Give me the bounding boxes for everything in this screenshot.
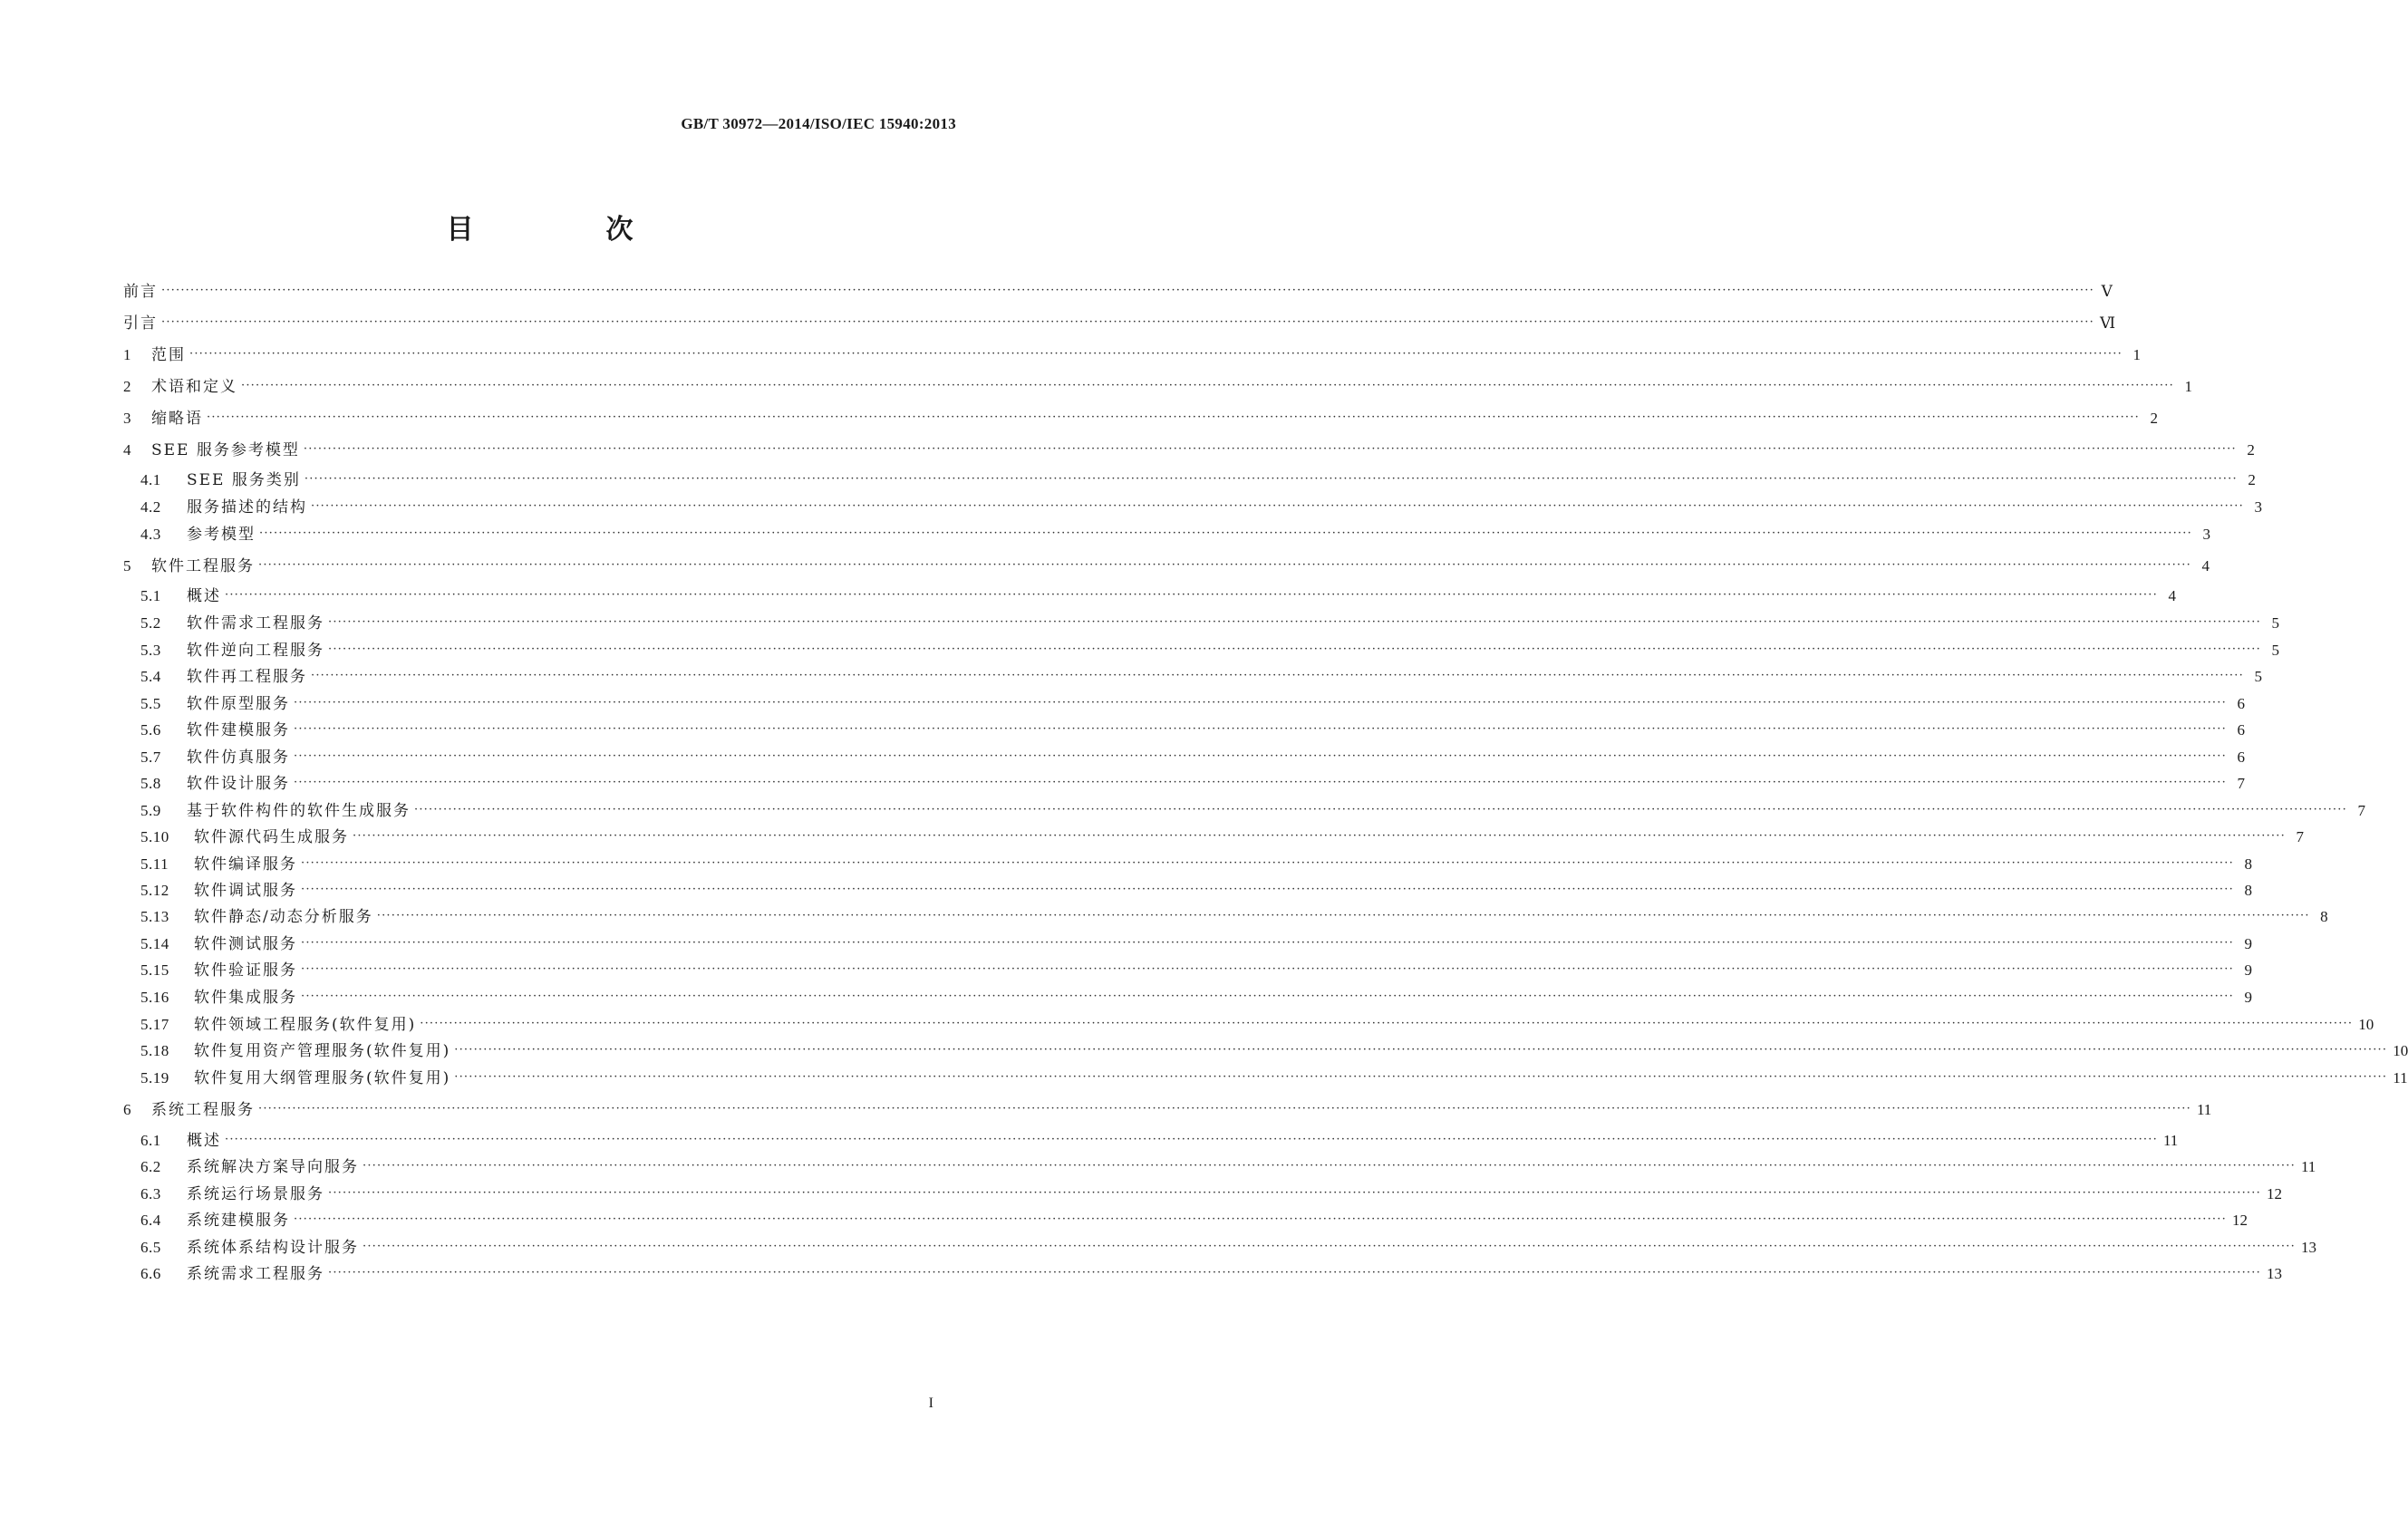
toc-entry-label: 术语和定义 bbox=[151, 378, 237, 396]
toc-entry[interactable] bbox=[140, 1015, 2374, 1035]
toc-entry-number: 5.4 bbox=[140, 668, 161, 685]
toc-leader-dots: ················································································································································································································································································································································································································ bbox=[328, 1186, 2261, 1200]
toc-entry-page: 12 bbox=[2231, 1212, 2248, 1229]
toc-entry-label: 软件测试服务 bbox=[194, 935, 297, 953]
toc-entry[interactable] bbox=[140, 774, 2245, 794]
toc-entry-label: 缩略语 bbox=[151, 410, 203, 428]
toc-entry-number: 5.5 bbox=[140, 695, 161, 712]
toc-entry-number: 5.2 bbox=[140, 614, 161, 632]
toc-entry-label: SEE 服务类别 bbox=[187, 471, 301, 489]
toc-entry-number: 3 bbox=[123, 410, 131, 427]
toc-entry[interactable] bbox=[140, 1041, 2408, 1061]
toc-entry[interactable] bbox=[140, 1264, 2282, 1284]
toc-entry-number: 5.9 bbox=[140, 802, 161, 819]
toc-entry-label: 系统工程服务 bbox=[151, 1101, 255, 1119]
toc-leader-dots: ················································································································································································································································································································································································································ bbox=[294, 696, 2227, 710]
toc-entry[interactable] bbox=[140, 827, 2304, 847]
toc-entry-number: 5.18 bbox=[140, 1042, 169, 1059]
toc-entry-label: 软件需求工程服务 bbox=[187, 614, 324, 633]
toc-entry-label: 软件建模服务 bbox=[187, 721, 290, 739]
toc-entry[interactable] bbox=[123, 345, 2141, 365]
toc-entry-label: 软件复用大纲管理服务(软件复用) bbox=[194, 1069, 451, 1087]
toc-entry[interactable] bbox=[140, 934, 2252, 954]
toc-entry[interactable] bbox=[140, 907, 2328, 927]
toc-entry-number: 4.2 bbox=[140, 498, 161, 516]
toc-leader-dots: ················································································································································································································································································································································································································ bbox=[301, 856, 2234, 870]
toc-entry-page: Ⅴ bbox=[2101, 283, 2113, 300]
toc-entry-label: 基于软件构件的软件生成服务 bbox=[187, 802, 411, 820]
toc-entry-page: 10 bbox=[2393, 1042, 2408, 1059]
toc-entry-number: 5.14 bbox=[140, 935, 169, 952]
toc-entry-number: 5.13 bbox=[140, 908, 169, 925]
toc-entry[interactable] bbox=[140, 801, 2365, 821]
toc-entry-page: 8 bbox=[2244, 882, 2252, 899]
toc-entry-number: 5.15 bbox=[140, 961, 169, 979]
toc-entry-label: 软件再工程服务 bbox=[187, 668, 307, 686]
toc-entry-page: 7 bbox=[2237, 775, 2245, 792]
toc-entry-label: SEE 服务参考模型 bbox=[151, 441, 300, 459]
toc-entry-page: 2 bbox=[2150, 410, 2158, 427]
toc-leader-dots: ················································································································································································································································································································································································································ bbox=[225, 1133, 2158, 1146]
toc-entry-number: 6.2 bbox=[140, 1158, 161, 1175]
toc-leader-dots: ················································································································································································································································································································································································································ bbox=[353, 829, 2286, 843]
toc-entry[interactable] bbox=[123, 1100, 2212, 1120]
toc-leader-dots: ················································································································································································································································································································································································································ bbox=[301, 990, 2234, 1003]
toc-entry-page: 6 bbox=[2237, 721, 2245, 739]
toc-entry-label: 引言 bbox=[123, 314, 158, 333]
toc-entry-number: 4.1 bbox=[140, 471, 161, 488]
toc-entry[interactable] bbox=[140, 720, 2245, 740]
toc-entry-page: Ⅵ bbox=[2099, 314, 2116, 332]
toc-entry-number: 6.4 bbox=[140, 1212, 161, 1229]
toc-entry-page: 1 bbox=[2184, 378, 2192, 395]
toc-entry-number: 5.6 bbox=[140, 721, 161, 739]
toc-entry-page: 1 bbox=[2132, 346, 2141, 363]
toc-entry-number: 5.8 bbox=[140, 775, 161, 792]
toc-entry-label: 软件调试服务 bbox=[194, 882, 297, 900]
toc-entry[interactable] bbox=[140, 1211, 2248, 1231]
toc-leader-dots: ················································································································································································································································································································································································································ bbox=[294, 722, 2227, 736]
toc-entry[interactable] bbox=[140, 470, 2256, 490]
toc-entry-number: 1 bbox=[123, 346, 131, 363]
toc-entry[interactable] bbox=[140, 855, 2252, 874]
toc-entry-page: 11 bbox=[2162, 1132, 2179, 1149]
toc-leader-dots: ················································································································································································································································································································································································································ bbox=[161, 284, 2094, 297]
page-title: 目 次 bbox=[446, 214, 686, 246]
toc-leader-dots: ················································································································································································································································································································································································································ bbox=[258, 558, 2191, 572]
toc-entry-number: 6 bbox=[123, 1101, 131, 1118]
toc-entry-page: 6 bbox=[2237, 695, 2245, 712]
toc-entry-page: 7 bbox=[2357, 802, 2365, 819]
toc-entry-label: 软件验证服务 bbox=[194, 961, 297, 980]
toc-entry-number: 5.19 bbox=[140, 1069, 169, 1087]
toc-entry[interactable] bbox=[123, 314, 2116, 333]
toc-entry-label: 服务描述的结构 bbox=[187, 498, 307, 517]
toc-leader-dots: ················································································································································································································································································································································································································ bbox=[328, 615, 2261, 629]
toc-entry-page: 7 bbox=[2296, 828, 2304, 845]
toc-leader-dots: ················································································································································································································································································································································································································ bbox=[259, 526, 2192, 540]
toc-entry-label: 范围 bbox=[151, 346, 186, 364]
toc-entry[interactable] bbox=[140, 881, 2252, 901]
toc-entry-page: 5 bbox=[2254, 668, 2262, 685]
toc-entry[interactable] bbox=[140, 667, 2262, 687]
toc-entry[interactable] bbox=[140, 525, 2210, 545]
toc-leader-dots: ················································································································································································································································································································································································································ bbox=[363, 1240, 2296, 1253]
toc-entry-label: 软件编译服务 bbox=[194, 855, 297, 874]
toc-entry-label: 软件仿真服务 bbox=[187, 749, 290, 767]
toc-entry-page: 2 bbox=[2247, 441, 2255, 459]
toc-entry[interactable] bbox=[140, 613, 2279, 633]
toc-entry-page: 4 bbox=[2168, 587, 2176, 604]
toc-leader-dots: ················································································································································································································································································································································································································ bbox=[241, 379, 2174, 392]
toc-entry[interactable] bbox=[140, 1068, 2408, 1088]
toc-entry-label: 参考模型 bbox=[187, 526, 256, 544]
toc-entry-number: 4.3 bbox=[140, 526, 161, 543]
toc-entry-page: 8 bbox=[2320, 908, 2328, 925]
toc-entry-label: 软件静态/动态分析服务 bbox=[194, 908, 373, 926]
toc-leader-dots: ················································································································································································································································································································································································································ bbox=[328, 642, 2261, 656]
toc-leader-dots: ················································································································································································································································································································································································································ bbox=[294, 776, 2227, 789]
toc-leader-dots: ················································································································································································································································································································································································································ bbox=[294, 749, 2227, 763]
toc-entry-number: 5.1 bbox=[140, 587, 161, 604]
toc-entry[interactable] bbox=[123, 377, 2192, 397]
toc-leader-dots: ················································································································································································································································································································································································································ bbox=[225, 588, 2158, 602]
toc-entry-number: 5.12 bbox=[140, 882, 169, 899]
toc-leader-dots: ················································································································································································································································································································································································································ bbox=[161, 315, 2094, 329]
toc-leader-dots: ················································································································································································································································································································································································································ bbox=[258, 1102, 2191, 1116]
toc-entry-label: 系统需求工程服务 bbox=[187, 1265, 324, 1283]
toc-entry[interactable] bbox=[123, 556, 2210, 576]
toc-entry-page: 12 bbox=[2266, 1185, 2282, 1202]
toc-entry-label: 软件集成服务 bbox=[194, 989, 297, 1007]
toc-leader-dots: ················································································································································································································································································································································································································ bbox=[328, 1266, 2261, 1280]
toc-entry[interactable] bbox=[123, 409, 2158, 429]
toc-entry-page: 5 bbox=[2271, 642, 2279, 659]
toc-entry-page: 9 bbox=[2244, 961, 2252, 979]
toc-entry-label: 软件领域工程服务(软件复用) bbox=[194, 1016, 417, 1034]
toc-entry-number: 5.17 bbox=[140, 1016, 169, 1033]
toc-entry-label: 概述 bbox=[187, 587, 221, 605]
toc-entry-page: 5 bbox=[2271, 614, 2279, 632]
toc-entry-number: 5 bbox=[123, 557, 131, 575]
toc-entry[interactable] bbox=[140, 497, 2262, 517]
toc-entry-label: 软件设计服务 bbox=[187, 775, 290, 793]
toc-leader-dots: ················································································································································································································································································································································································································ bbox=[454, 1043, 2388, 1057]
toc-entry-number: 6.3 bbox=[140, 1185, 161, 1202]
toc-entry[interactable] bbox=[140, 1184, 2282, 1204]
toc-leader-dots: ················································································································································································································································································································································································································ bbox=[301, 936, 2234, 950]
toc-entry[interactable] bbox=[140, 961, 2252, 980]
toc-entry-page: 8 bbox=[2244, 855, 2252, 873]
toc-entry[interactable] bbox=[123, 440, 2255, 460]
toc-entry-number: 5.11 bbox=[140, 855, 169, 873]
toc-leader-dots: ················································································································································································································································································································································································································ bbox=[420, 1017, 2354, 1030]
toc-entry-number: 4 bbox=[123, 441, 131, 459]
toc-leader-dots: ················································································································································································································································································································································································································ bbox=[363, 1159, 2296, 1173]
toc-entry-page: 11 bbox=[2196, 1101, 2212, 1118]
toc-entry[interactable] bbox=[140, 748, 2245, 768]
standard-code-header: GB/T 30972—2014/ISO/IEC 15940:2013 bbox=[681, 115, 956, 132]
toc-leader-dots: ················································································································································································································································································································································································································ bbox=[414, 803, 2347, 816]
toc-entry-page: 13 bbox=[2300, 1239, 2316, 1256]
toc-entry-label: 软件复用资产管理服务(软件复用) bbox=[194, 1042, 451, 1060]
toc-entry-page: 9 bbox=[2244, 935, 2252, 952]
toc-entry-page: 10 bbox=[2358, 1016, 2374, 1033]
toc-leader-dots: ················································································································································································································································································································································································································ bbox=[303, 442, 2237, 456]
toc-entry-page: 3 bbox=[2202, 526, 2210, 543]
toc-entry-number: 6.1 bbox=[140, 1132, 161, 1149]
toc-entry-number: 5.3 bbox=[140, 642, 161, 659]
toc-leader-dots: ················································································································································································································································································································································································································ bbox=[294, 1212, 2227, 1226]
toc-entry-page: 2 bbox=[2248, 471, 2256, 488]
toc-entry-page: 13 bbox=[2266, 1265, 2282, 1282]
toc-leader-dots: ················································································································································································································································································································································································································ bbox=[301, 962, 2234, 976]
toc-entry-page: 6 bbox=[2237, 749, 2245, 766]
toc-leader-dots: ················································································································································································································································································································································································································ bbox=[311, 499, 2244, 513]
toc-entry[interactable] bbox=[140, 1131, 2179, 1151]
toc-entry-label: 软件工程服务 bbox=[151, 557, 255, 575]
toc-leader-dots: ················································································································································································································································································································································································································ bbox=[311, 669, 2244, 682]
toc-entry[interactable] bbox=[123, 282, 2113, 302]
toc-entry-label: 软件逆向工程服务 bbox=[187, 642, 324, 660]
toc-entry-label: 软件源代码生成服务 bbox=[194, 828, 349, 846]
toc-entry-page: 9 bbox=[2244, 989, 2252, 1006]
toc-entry-label: 系统运行场景服务 bbox=[187, 1185, 324, 1203]
toc-leader-dots: ················································································································································································································································································································································································································ bbox=[304, 472, 2238, 486]
toc-entry-label: 概述 bbox=[187, 1132, 221, 1150]
toc-entry-label: 系统解决方案导向服务 bbox=[187, 1158, 359, 1176]
toc-entry[interactable] bbox=[140, 1157, 2316, 1177]
toc-entry-number: 6.5 bbox=[140, 1239, 161, 1256]
toc-leader-dots: ················································································································································································································································································································································································································ bbox=[376, 909, 2310, 922]
toc-entry-number: 6.6 bbox=[140, 1265, 161, 1282]
toc-leader-dots: ················································································································································································································································································································································································································ bbox=[189, 347, 2123, 361]
toc-leader-dots: ················································································································································································································································································································································································································ bbox=[301, 883, 2234, 896]
toc-entry-label: 前言 bbox=[123, 283, 158, 301]
toc-entry[interactable] bbox=[140, 694, 2245, 714]
toc-entry[interactable] bbox=[140, 1238, 2316, 1258]
toc-leader-dots: ················································································································································································································································································································································································································ bbox=[207, 410, 2140, 424]
toc-entry-page: 4 bbox=[2201, 557, 2210, 575]
toc-entry-number: 2 bbox=[123, 378, 131, 395]
toc-entry-label: 系统建模服务 bbox=[187, 1212, 290, 1230]
toc-leader-dots: ················································································································································································································································································································································································································ bbox=[454, 1070, 2388, 1084]
toc-entry-page: 3 bbox=[2254, 498, 2262, 516]
toc-entry-page: 11 bbox=[2300, 1158, 2316, 1175]
toc-entry-number: 5.10 bbox=[140, 828, 169, 845]
toc-entry-number: 5.7 bbox=[140, 749, 161, 766]
toc-entry[interactable] bbox=[140, 988, 2252, 1008]
toc-entry[interactable] bbox=[140, 641, 2279, 661]
toc-entry-page: 11 bbox=[2393, 1069, 2408, 1087]
toc-entry-label: 系统体系结构设计服务 bbox=[187, 1239, 359, 1257]
toc-entry-number: 5.16 bbox=[140, 989, 169, 1006]
toc-entry[interactable] bbox=[140, 586, 2176, 606]
toc-entry-label: 软件原型服务 bbox=[187, 695, 290, 713]
page-number: I bbox=[928, 1396, 933, 1411]
